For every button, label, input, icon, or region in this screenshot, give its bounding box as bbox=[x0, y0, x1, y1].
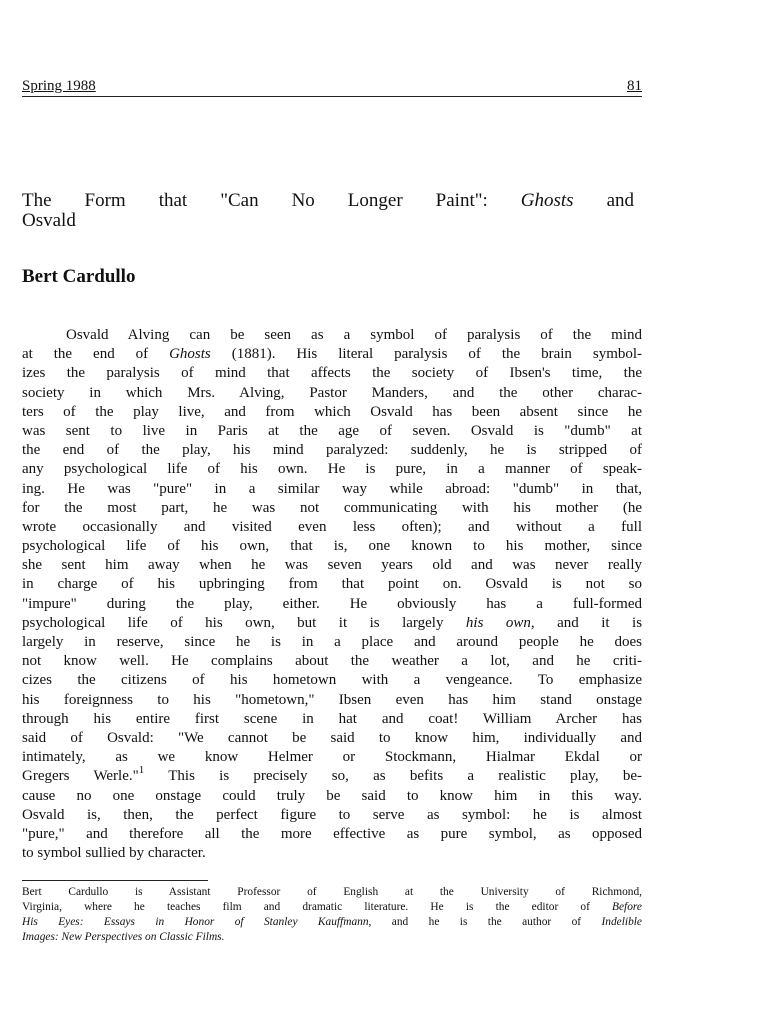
footnote-line: Virginia, where he teaches film and dramatic literature. He is the editor of Before bbox=[22, 901, 642, 913]
author-footnote bbox=[22, 885, 642, 945]
book-title-italic: His Eyes: Essays in Honor of Stanley Kauffmann, bbox=[22, 916, 372, 928]
body-line: at the end of Ghosts (1881). His literal paralysis of the brain symbol- bbox=[22, 346, 643, 363]
body-line: in charge of his upbringing from that point on. Osvald is not so bbox=[22, 576, 642, 593]
body-line: largely in reserve, since he is in a place and around people he does bbox=[22, 634, 642, 650]
body-line: through his entire first scene in hat and coat! William Archer has bbox=[22, 710, 642, 727]
body-line: for the most part, he was not communicating with his mother (he bbox=[22, 499, 642, 516]
author-name: Bert Cardullo bbox=[22, 266, 136, 287]
body-line: intimately, as we know Helmer or Stockmann, Hialmar Ekdal or bbox=[22, 749, 642, 766]
title-play-name: Ghosts bbox=[520, 190, 574, 211]
body-line: society in which Mrs. Alving, Pastor Manders, and the other charac- bbox=[22, 384, 642, 401]
running-head-date: Spring 1988 bbox=[22, 78, 96, 94]
body-line: to symbol sullied by character. bbox=[22, 845, 206, 862]
body-line: his foreignness to his "hometown," Ibsen even has him stand onstage bbox=[22, 691, 642, 708]
body-line: izes the paralysis of mind that affects the society of Ibsen's time, the bbox=[22, 365, 642, 382]
body-line: Osvald Alving can be seen as a symbol of paralysis of the mind bbox=[66, 327, 642, 343]
footnote-line: His Eyes: Essays in Honor of Stanley Kauffmann, and he is the author of Indelible bbox=[22, 916, 642, 928]
body-line: psychological life of his own, but it is largely his own, and it is bbox=[22, 614, 643, 631]
title-line-2: Osvald bbox=[22, 210, 76, 231]
body-line: Gregers Werle."$^1$ This is precisely so, as befits a realistic play, be- bbox=[22, 764, 643, 785]
body-line: she sent him away when he was seven years old and was never really bbox=[22, 557, 642, 574]
body-line: cizes the citizens of his hometown with a vengeance. To emphasize bbox=[22, 672, 642, 689]
body-line: the end of the play, his mind paralyzed: suddenly, he is stripped of bbox=[22, 442, 642, 459]
body-line: not know well. He complains about the weather a lot, and he criti- bbox=[22, 653, 642, 670]
book-title-italic: Indelible bbox=[601, 916, 642, 928]
book-title-italic: Before bbox=[612, 901, 642, 913]
body-line: cause no one onstage could truly be said to know him in this way. bbox=[22, 787, 642, 804]
footnote-line: Bert Cardullo is Assistant Professor of English at the University of Richmond, bbox=[22, 886, 642, 898]
body-paragraph bbox=[22, 326, 642, 863]
body-line: Osvald is, then, the perfect figure to serve as symbol: he is almost bbox=[22, 806, 642, 823]
running-header bbox=[22, 78, 642, 97]
emphasis-italic: his own, bbox=[465, 614, 535, 631]
body-line: wrote occasionally and visited even less often); and without a full bbox=[22, 518, 642, 535]
title-text: The Form that "Can No Longer Paint": bbox=[22, 190, 488, 211]
body-line: "impure" during the play, either. He obviously has a full-formed bbox=[22, 595, 642, 612]
body-line: ing. He was "pure" in a similar way while abroad: "dumb" in that, bbox=[22, 480, 642, 497]
footnote-line bbox=[22, 930, 642, 945]
play-title-italic: Ghosts bbox=[169, 346, 211, 363]
title-text-and: and bbox=[606, 190, 635, 211]
body-line: psychological life of his own, that is, one known to his mother, since bbox=[22, 538, 642, 555]
page-number: 81 bbox=[627, 78, 642, 94]
body-line: said of Osvald: "We cannot be said to know him, individually and bbox=[22, 729, 642, 746]
body-line: "pure," and therefore all the more effective as pure symbol, as opposed bbox=[22, 825, 642, 842]
footnote-divider bbox=[22, 880, 208, 881]
body-line: was sent to live in Paris at the age of seven. Osvald is "dumb" at bbox=[22, 422, 642, 439]
body-line: any psychological life of his own. He is pure, in a manner of speak- bbox=[22, 461, 642, 478]
article-title bbox=[22, 191, 634, 231]
book-title-italic: Images: New Perspectives on Classic Films. bbox=[22, 931, 225, 943]
body-line: ters of the play live, and from which Osvald has been absent since he bbox=[22, 403, 642, 420]
footnote-marker: 1 bbox=[138, 764, 145, 777]
